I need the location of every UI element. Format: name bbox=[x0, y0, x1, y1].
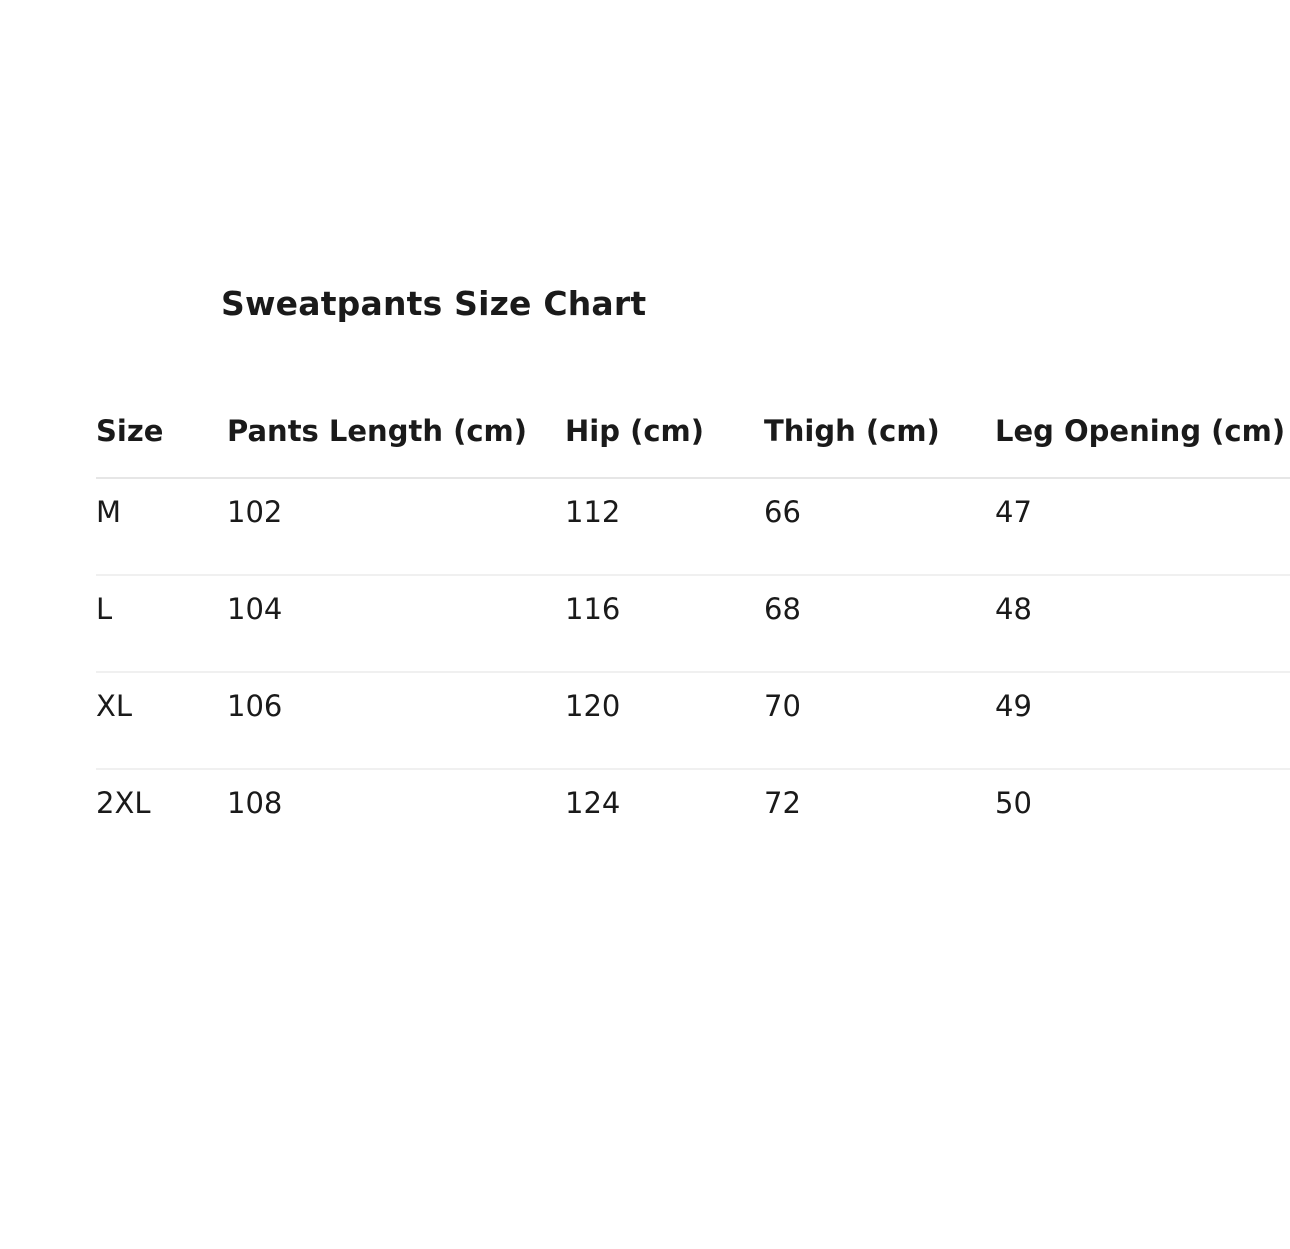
table-header-row bbox=[96, 400, 1290, 479]
header-hip: Hip (cm) bbox=[565, 414, 704, 448]
header-leg-opening: Leg Opening (cm) bbox=[995, 414, 1286, 448]
cell-leg-opening: 50 bbox=[995, 786, 1032, 820]
size-chart-table bbox=[96, 400, 1290, 867]
cell-thigh: 70 bbox=[764, 689, 801, 723]
header-pants-length: Pants Length (cm) bbox=[227, 414, 527, 448]
cell-hip: 112 bbox=[565, 495, 621, 529]
cell-thigh: 72 bbox=[764, 786, 801, 820]
table-row bbox=[96, 770, 1290, 867]
header-size: Size bbox=[96, 414, 164, 448]
cell-thigh: 66 bbox=[764, 495, 801, 529]
table-row bbox=[96, 576, 1290, 673]
cell-hip: 124 bbox=[565, 786, 621, 820]
cell-pants-length: 104 bbox=[227, 592, 283, 626]
cell-pants-length: 108 bbox=[227, 786, 283, 820]
cell-hip: 120 bbox=[565, 689, 621, 723]
cell-hip: 116 bbox=[565, 592, 621, 626]
cell-leg-opening: 49 bbox=[995, 689, 1032, 723]
cell-leg-opening: 48 bbox=[995, 592, 1032, 626]
page-title: Sweatpants Size Chart bbox=[221, 284, 647, 323]
table-row bbox=[96, 673, 1290, 770]
cell-size: XL bbox=[96, 689, 133, 723]
table-row bbox=[96, 479, 1290, 576]
cell-size: L bbox=[96, 592, 113, 626]
cell-pants-length: 106 bbox=[227, 689, 283, 723]
cell-thigh: 68 bbox=[764, 592, 801, 626]
header-thigh: Thigh (cm) bbox=[764, 414, 940, 448]
cell-size: M bbox=[96, 495, 122, 529]
cell-size: 2XL bbox=[96, 786, 151, 820]
cell-leg-opening: 47 bbox=[995, 495, 1032, 529]
cell-pants-length: 102 bbox=[227, 495, 283, 529]
